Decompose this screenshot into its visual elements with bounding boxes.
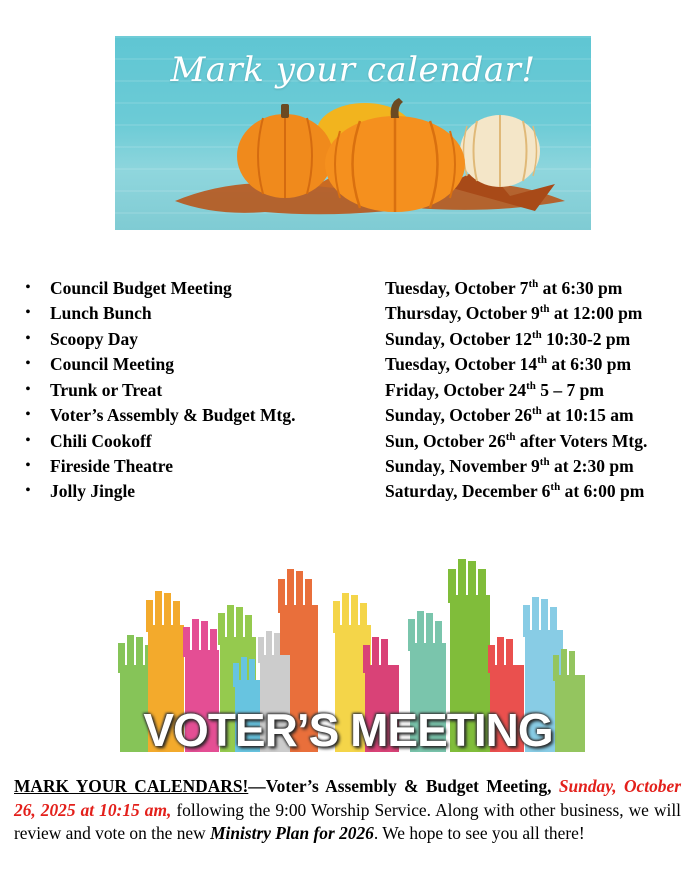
list-item [0,378,693,402]
assembly-title: —Voter’s Assembly & Budget Meeting, [248,776,552,796]
bullet-icon: • [25,458,31,473]
bullet-icon: • [25,331,31,346]
event-date: Sunday, November 9th at 2:30 pm [385,456,634,476]
list-item [0,479,693,503]
bullet-icon: • [25,305,31,320]
event-name: Scoopy Day [50,329,138,349]
event-date: Sunday, October 26th at 10:15 am [385,405,634,425]
paragraph-body: following the 9:00 Worship Service. Along with other business, we will review and vote on the new [14,799,681,843]
meeting-date-highlight: Sunday, October 26, 2025 at 10:15 am, [14,776,681,820]
voters-meeting-title: VOTER’S MEETING [143,704,553,752]
event-name: Trunk or Treat [50,380,163,400]
bullet-icon: • [25,356,31,371]
announcement-paragraph [14,775,681,846]
mark-your-calendar-banner [115,36,591,230]
ministry-plan-text: Ministry Plan for 2026 [210,823,374,843]
event-date: Tuesday, October 7th at 6:30 pm [385,278,623,298]
list-item [0,301,693,325]
event-name: Council Budget Meeting [50,278,232,298]
event-name: Fireside Theatre [50,456,173,476]
event-date: Friday, October 24th 5 – 7 pm [385,380,604,400]
list-item [0,276,693,300]
list-item [0,352,693,376]
event-name: Council Meeting [50,354,174,374]
bullet-icon: • [25,280,31,295]
event-name: Jolly Jingle [50,481,136,501]
bullet-icon: • [25,483,31,498]
event-date: Thursday, October 9th at 12:00 pm [385,303,643,323]
event-date: Sunday, October 12th 10:30-2 pm [385,329,631,349]
event-date: Saturday, December 6th at 6:00 pm [385,481,645,501]
event-name: Chili Cookoff [50,431,152,451]
list-item [0,327,693,351]
event-name: Voter’s Assembly & Budget Mtg. [50,405,296,425]
paragraph-closing: . We hope to see you all there! [373,823,585,843]
voters-meeting-image [110,555,586,752]
list-item [0,403,693,427]
bullet-icon: • [25,407,31,422]
banner-title: Mark your calendar! [170,50,536,90]
list-item [0,429,693,453]
bullet-icon: • [25,433,31,448]
event-date: Sun, October 26th after Voters Mtg. [385,431,648,451]
bullet-icon: • [25,382,31,397]
event-name: Lunch Bunch [50,303,152,323]
event-date: Tuesday, October 14th at 6:30 pm [385,354,632,374]
mark-your-calendars-lead: MARK YOUR CALENDARS! [14,776,249,796]
list-item [0,454,693,478]
